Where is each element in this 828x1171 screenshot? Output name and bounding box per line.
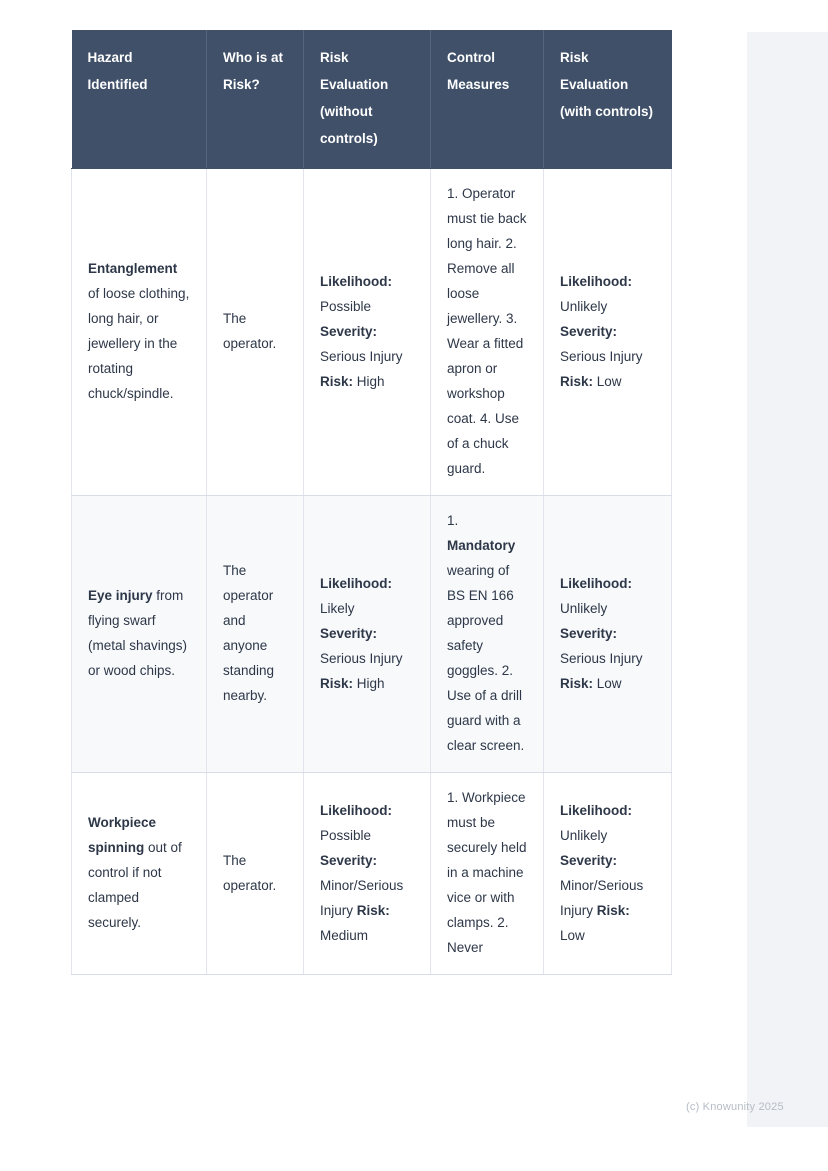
severity-label: Severity: [560, 323, 618, 339]
risk-value: High [353, 675, 385, 691]
risk-assessment-table-container [71, 30, 671, 975]
risk-value: Medium [320, 927, 369, 943]
severity-label: Severity: [560, 852, 618, 868]
hazard-description: from flying swarf (metal shavings) or wood chips. [88, 588, 188, 678]
hazard-keyword: Workpiece spinning [88, 815, 157, 855]
likelihood-label: Likelihood: [560, 273, 632, 289]
table-row [72, 773, 672, 975]
likelihood-value: Unlikely [560, 827, 608, 843]
likelihood-label: Likelihood: [320, 802, 392, 818]
column-header-hazard: Hazard Identified [72, 30, 207, 169]
likelihood-value: Unlikely [560, 298, 608, 314]
cell-hazard [72, 496, 207, 773]
severity-label: Severity: [320, 323, 378, 339]
risk-label: Risk: [356, 902, 390, 918]
hazard-keyword: Eye injury [88, 588, 153, 603]
cell-risk-with-controls [544, 496, 672, 773]
cell-who-at-risk: The operator and anyone standing nearby. [207, 496, 304, 773]
cell-hazard [72, 773, 207, 975]
risk-value: High [353, 373, 385, 389]
likelihood-label: Likelihood: [560, 802, 632, 818]
risk-label: Risk: [320, 373, 354, 389]
table-row [72, 169, 672, 496]
table-header-row [72, 30, 672, 169]
severity-label: Severity: [320, 852, 378, 868]
column-header-who-at-risk: Who is at Risk? [207, 30, 304, 169]
cell-control-measures: 1. Workpiece must be securely held in a machine vice or with clamps. 2. Never [431, 773, 544, 975]
cell-risk-without-controls [304, 169, 431, 496]
hazard-description: out of control if not clamped securely. [88, 840, 182, 930]
cell-hazard [72, 169, 207, 496]
cell-who-at-risk: The operator. [207, 169, 304, 496]
risk-label: Risk: [320, 675, 354, 691]
hazard-keyword: Entanglement [88, 261, 178, 276]
table-row [72, 496, 672, 773]
cell-control-measures: 1. Operator must tie back long hair. 2. Remove all loose jewellery. 3. Wear a fitted apron or workshop coat. 4. Use of a chuck guard. [431, 169, 544, 496]
risk-label: Risk: [596, 902, 630, 918]
risk-value: Low [560, 927, 585, 943]
cell-risk-with-controls [544, 773, 672, 975]
column-header-control-measures: Control Measures [431, 30, 544, 169]
likelihood-value: Unlikely [560, 600, 608, 616]
severity-value: Minor/Serious Injury [560, 877, 644, 918]
likelihood-value: Possible [320, 827, 372, 843]
severity-label: Severity: [560, 625, 618, 641]
control-measures-prefix: 1. [447, 513, 459, 528]
watermark: (c) Knowunity 2025 [686, 1101, 784, 1113]
cell-who-at-risk: The operator. [207, 773, 304, 975]
risk-assessment-table [71, 30, 672, 975]
control-measures-emphasis: Mandatory [447, 538, 516, 553]
column-header-risk-without-controls: Risk Evaluation (without controls) [304, 30, 431, 169]
hazard-description: of loose clothing, long hair, or jewellery in the rotating chuck/spindle. [88, 286, 190, 401]
cell-control-measures [431, 496, 544, 773]
severity-value: Serious Injury [560, 348, 643, 364]
cell-risk-with-controls [544, 169, 672, 496]
severity-label: Severity: [320, 625, 378, 641]
risk-label: Risk: [560, 373, 594, 389]
likelihood-label: Likelihood: [560, 575, 632, 591]
likelihood-value: Possible [320, 298, 372, 314]
likelihood-label: Likelihood: [320, 273, 392, 289]
risk-value: Low [593, 373, 622, 389]
severity-value: Serious Injury [320, 348, 403, 364]
column-header-risk-with-controls: Risk Evaluation (with controls) [544, 30, 672, 169]
risk-value: Low [593, 675, 622, 691]
risk-label: Risk: [560, 675, 594, 691]
control-measures-text: wearing of BS EN 166 approved safety goggles. 2. Use of a drill guard with a clear screen. [447, 563, 525, 753]
cell-risk-without-controls [304, 773, 431, 975]
likelihood-label: Likelihood: [320, 575, 392, 591]
right-margin-panel [747, 32, 828, 1127]
severity-value: Minor/Serious Injury [320, 877, 404, 918]
cell-risk-without-controls [304, 496, 431, 773]
severity-value: Serious Injury [320, 650, 403, 666]
severity-value: Serious Injury [560, 650, 643, 666]
likelihood-value: Likely [320, 600, 355, 616]
